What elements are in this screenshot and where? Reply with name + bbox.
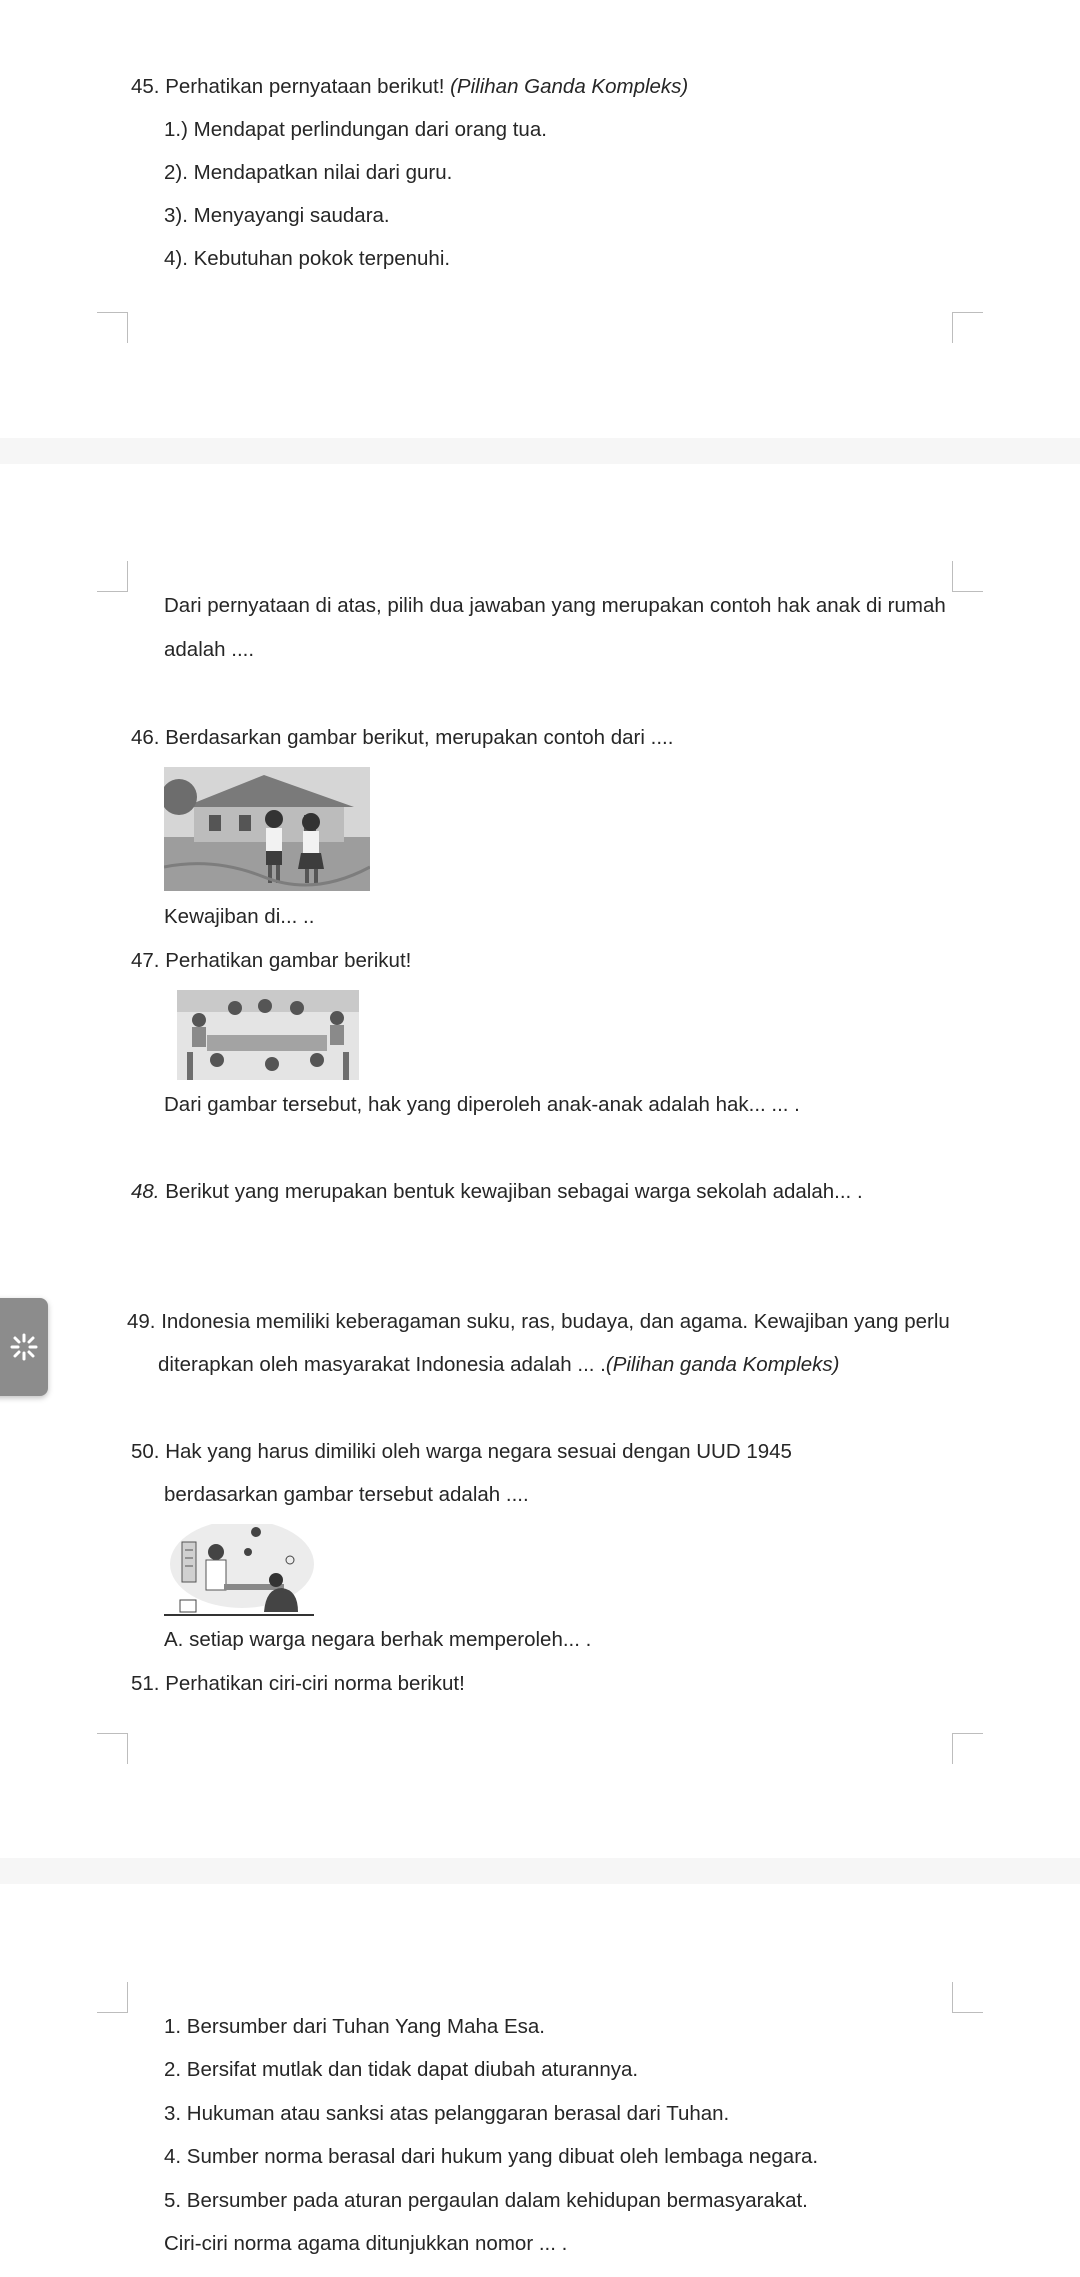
question-stem: Indonesia memiliki keberagaman suku, ras, budaya, dan agama. Kewajiban yang perlu — [161, 1310, 950, 1333]
question-50-answer: A. setiap warga negara berhak memperoleh... . — [164, 1628, 592, 1651]
question-48-heading — [131, 1178, 863, 1206]
question-49-heading — [127, 1308, 950, 1336]
classroom-illustration — [177, 990, 359, 1080]
statement-item: 4). Kebutuhan pokok terpenuhi. — [164, 247, 451, 270]
question-51-heading — [131, 1670, 465, 1698]
document-page-1 — [0, 0, 1080, 438]
norm-item: 5. Bersumber pada aturan pergaulan dalam kehidupan bermasyarakat. — [164, 2189, 808, 2212]
page-corner-mark — [97, 1733, 128, 1764]
question-51-prompt: Ciri-ciri norma agama ditunjukkan nomor ... . — [164, 2232, 568, 2255]
question-stem: Hak yang harus dimiliki oleh warga negara sesuai dengan UUD 1945 — [165, 1440, 792, 1463]
school-children-drawing — [164, 767, 370, 891]
norm-item: 1. Bersumber dari Tuhan Yang Maha Esa. — [164, 2015, 545, 2038]
statement-item: 1.) Mendapat perlindungan dari orang tua. — [164, 118, 547, 141]
page-corner-mark — [97, 561, 128, 592]
page-corner-mark — [952, 561, 983, 592]
page-corner-mark — [97, 1982, 128, 2013]
page-separator — [0, 1858, 1080, 1884]
question-number: 50. — [131, 1440, 160, 1463]
question-50-heading — [131, 1438, 792, 1466]
page-separator — [0, 438, 1080, 464]
floating-assist-button[interactable] — [0, 1298, 48, 1396]
question-stem: Berdasarkan gambar berikut, merupakan contoh dari .... — [165, 726, 674, 749]
question-number: 47. — [131, 949, 160, 972]
question-stem: Berikut yang merupakan bentuk kewajiban sebagai warga sekolah adalah... . — [165, 1180, 863, 1203]
question-46-answer: Kewajiban di... .. — [164, 905, 315, 928]
statement-item: 3). Menyayangi saudara. — [164, 204, 390, 227]
question-type-note: (Pilihan ganda Kompleks) — [605, 1353, 840, 1376]
question-45-prompt: adalah .... — [164, 638, 255, 661]
question-stem: Perhatikan ciri-ciri norma berikut! — [165, 1672, 465, 1695]
question-stem: Perhatikan pernyataan berikut! — [165, 75, 445, 98]
question-stem-cont: diterapkan oleh masyarakat Indonesia adalah ... . — [158, 1353, 606, 1376]
classroom-drawing — [177, 990, 359, 1080]
question-45-prompt: Dari pernyataan di atas, pilih dua jawaban yang merupakan contoh hak anak di rumah — [164, 594, 946, 617]
question-number: 45. — [131, 75, 160, 98]
doctor-patient-drawing — [164, 1524, 314, 1616]
question-45-heading — [131, 73, 688, 101]
doctor-patient-illustration — [164, 1524, 314, 1616]
norm-item: 2. Bersifat mutlak dan tidak dapat diubah aturannya. — [164, 2058, 639, 2081]
question-46-heading — [131, 724, 673, 752]
question-47-heading — [131, 947, 411, 975]
question-number: 48. — [131, 1180, 160, 1203]
page-corner-mark — [97, 312, 128, 343]
page-corner-mark — [952, 312, 983, 343]
norm-item: 4. Sumber norma berasal dari hukum yang dibuat oleh lembaga negara. — [164, 2145, 819, 2168]
statement-item: 2). Mendapatkan nilai dari guru. — [164, 161, 453, 184]
question-number: 49. — [127, 1310, 156, 1333]
question-50-line2: berdasarkan gambar tersebut adalah .... — [164, 1483, 529, 1506]
question-47-prompt: Dari gambar tersebut, hak yang diperoleh anak-anak adalah hak... ... . — [164, 1093, 800, 1116]
page-corner-mark — [952, 1982, 983, 2013]
question-type-note: (Pilihan Ganda Kompleks) — [450, 75, 689, 98]
question-49-line2 — [158, 1351, 839, 1379]
question-number: 51. — [131, 1672, 160, 1695]
sparkle-icon — [9, 1332, 39, 1362]
school-children-illustration — [164, 767, 370, 891]
question-stem: Perhatikan gambar berikut! — [165, 949, 412, 972]
page-corner-mark — [952, 1733, 983, 1764]
question-number: 46. — [131, 726, 160, 749]
norm-item: 3. Hukuman atau sanksi atas pelanggaran berasal dari Tuhan. — [164, 2102, 730, 2125]
